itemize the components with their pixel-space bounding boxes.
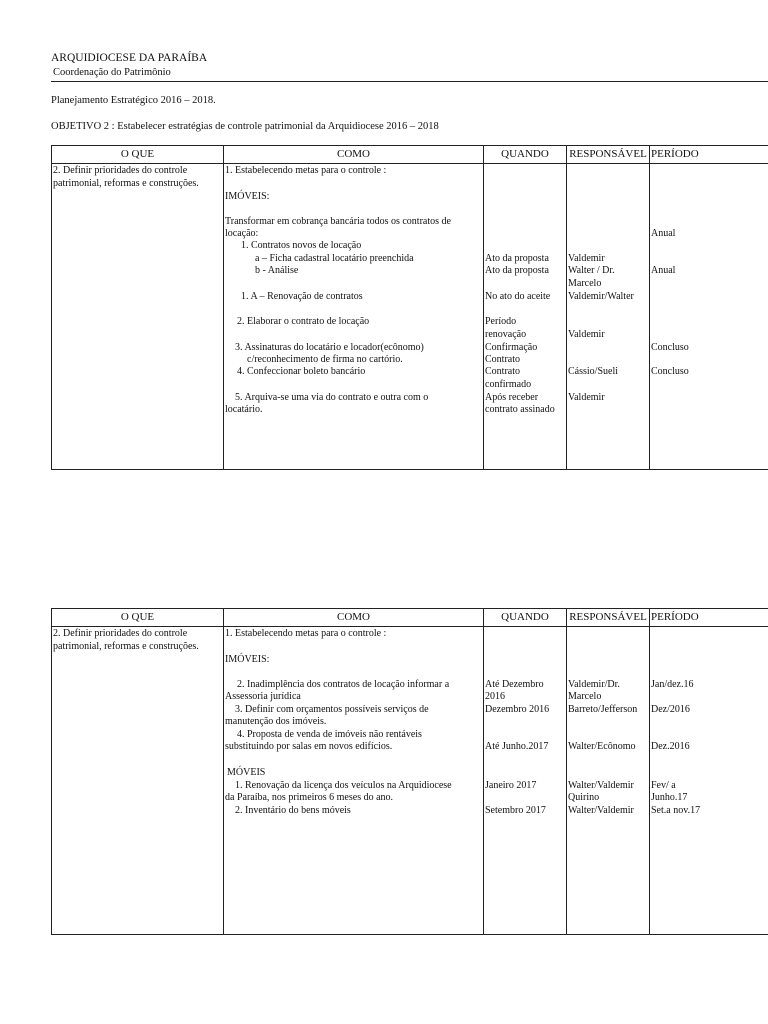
como-line: Assessoria jurídica xyxy=(225,691,301,702)
col-header-responsavel: RESPONSÁVEL xyxy=(567,146,650,164)
quando-line: confirmado xyxy=(485,379,532,390)
oque-text: 2. Definir prioridades do controle patrimonial, reformas e construções. xyxy=(53,628,199,652)
como-line: 1. Contratos novos de locação xyxy=(241,240,362,251)
table-row xyxy=(52,164,768,470)
quando-line: 2016 xyxy=(485,691,505,702)
oque-cell xyxy=(52,627,224,935)
como-line: 1. A – Renovação de contratos xyxy=(241,291,363,302)
quando-cell xyxy=(484,164,567,470)
periodo-line: Fev/ a xyxy=(651,780,676,791)
col-header-como: COMO xyxy=(224,609,484,627)
como-line: Transformar em cobrança bancária todos os contratos de xyxy=(225,216,451,227)
como-line: b - Análise xyxy=(255,265,299,276)
como-line: 1. Estabelecendo metas para o controle : xyxy=(225,165,387,176)
quando-line: Ato da proposta xyxy=(485,253,549,264)
periodo-line: Dez/2016 xyxy=(651,704,690,715)
plan-title: Planejamento Estratégico 2016 – 2018. xyxy=(51,95,216,106)
como-line: MÓVEIS xyxy=(227,767,266,778)
responsavel-line: Walter/Ecônomo xyxy=(568,741,636,752)
table-row xyxy=(52,627,768,935)
como-line: 3. Assinaturas do locatário e locador(ecônomo) xyxy=(235,342,424,353)
quando-line: contrato assinado xyxy=(485,404,555,415)
como-line: a – Ficha cadastral locatário preenchida xyxy=(255,253,414,264)
como-line: 4. Proposta de venda de imóveis não rentáveis xyxy=(237,729,422,740)
como-line: da Paraíba, nos primeiros 6 meses do ano. xyxy=(225,792,394,803)
como-line: 2. Inadimplência dos contratos de locação informar a xyxy=(237,679,450,690)
quando-line: No ato do aceite xyxy=(485,291,551,302)
plan-table-2 xyxy=(51,608,768,935)
responsavel-line: Marcelo xyxy=(568,691,602,702)
como-line: locatário. xyxy=(225,404,263,415)
col-header-responsavel: RESPONSÁVEL xyxy=(567,609,650,627)
responsavel-line: Walter / Dr. xyxy=(568,265,615,276)
quando-line: Dezembro 2016 xyxy=(485,704,550,715)
responsavel-line: Cássio/Sueli xyxy=(568,366,619,377)
responsavel-line: Quirino xyxy=(568,792,600,803)
col-header-quando: QUANDO xyxy=(484,146,567,164)
responsavel-cell xyxy=(567,164,650,470)
como-line: IMÓVEIS: xyxy=(225,191,270,202)
periodo-cell xyxy=(650,164,768,470)
responsavel-line: Valdemir/Dr. xyxy=(568,679,620,690)
objective-title: OBJETIVO 2 : Estabelecer estratégias de controle patrimonial da Arquidiocese 2016 – 2018 xyxy=(51,121,439,132)
periodo-line: Concluso xyxy=(651,366,689,377)
quando-line: Até Dezembro xyxy=(485,679,544,690)
responsavel-line: Valdemir xyxy=(568,253,605,264)
quando-cell xyxy=(484,627,567,935)
como-cell xyxy=(224,627,484,935)
como-line: locação: xyxy=(225,228,259,239)
quando-line: renovação xyxy=(485,329,527,340)
como-line: manutenção dos imóveis. xyxy=(225,716,327,727)
col-header-oque: O QUE xyxy=(52,146,224,164)
responsavel-line: Walter/Valdemir xyxy=(568,780,634,791)
quando-line: Confirmação xyxy=(485,342,538,353)
table-header-row xyxy=(52,609,768,627)
como-line: 1. Renovação da licença dos veículos na Arquidiocese xyxy=(235,780,452,791)
quando-line: Após receber xyxy=(485,392,539,403)
quando-line: Contrato xyxy=(485,354,520,365)
como-line: c/reconhecimento de firma no cartório. xyxy=(247,354,403,365)
quando-line: Setembro 2017 xyxy=(485,805,546,816)
como-line: IMÓVEIS: xyxy=(225,654,270,665)
quando-line: Ato da proposta xyxy=(485,265,549,276)
como-line: 2. Inventário do bens móveis xyxy=(235,805,351,816)
responsavel-line: Valdemir xyxy=(568,392,605,403)
quando-line: Contrato xyxy=(485,366,520,377)
como-line: 4. Confeccionar boleto bancário xyxy=(237,366,366,377)
como-line: substituindo por salas em novos edifícios. xyxy=(225,741,393,752)
oque-text: 2. Definir prioridades do controle patrimonial, reformas e construções. xyxy=(53,165,199,189)
periodo-line: Anual xyxy=(651,265,676,276)
col-header-quando: QUANDO xyxy=(484,609,567,627)
quando-line: Período xyxy=(485,316,517,327)
periodo-line: Jan/dez.16 xyxy=(651,679,694,690)
responsavel-line: Barreto/Jefferson xyxy=(568,704,638,715)
responsavel-line: Walter/Valdemir xyxy=(568,805,634,816)
responsavel-line: Valdemir/Walter xyxy=(568,291,634,302)
col-header-periodo: PERÍODO xyxy=(650,609,768,627)
table-header-row xyxy=(52,146,768,164)
responsavel-line: Marcelo xyxy=(568,278,602,289)
quando-line: Até Junho.2017 xyxy=(485,741,549,752)
periodo-line: Anual xyxy=(651,228,676,239)
como-line: 1. Estabelecendo metas para o controle : xyxy=(225,628,387,639)
responsavel-line: Valdemir xyxy=(568,329,605,340)
header-rule xyxy=(51,81,768,82)
como-line: 2. Elaborar o contrato de locação xyxy=(237,316,370,327)
periodo-line: Dez.2016 xyxy=(651,741,690,752)
col-header-oque: O QUE xyxy=(52,609,224,627)
plan-table-1 xyxy=(51,145,768,470)
como-line: 3. Definir com orçamentos possíveis serviços de xyxy=(235,704,429,715)
como-cell xyxy=(224,164,484,470)
responsavel-cell xyxy=(567,627,650,935)
oque-cell xyxy=(52,164,224,470)
periodo-cell xyxy=(650,627,768,935)
periodo-line: Junho.17 xyxy=(651,792,688,803)
org-name: ARQUIDIOCESE DA PARAÍBA xyxy=(51,52,208,64)
quando-line: Janeiro 2017 xyxy=(485,780,537,791)
periodo-line: Set.a nov.17 xyxy=(651,805,701,816)
como-line: 5. Arquiva-se uma via do contrato e outra com o xyxy=(235,392,429,403)
dept-name: Coordenação do Patrimônio xyxy=(53,67,171,78)
periodo-line: Concluso xyxy=(651,342,689,353)
col-header-periodo: PERÍODO xyxy=(650,146,768,164)
col-header-como: COMO xyxy=(224,146,484,164)
